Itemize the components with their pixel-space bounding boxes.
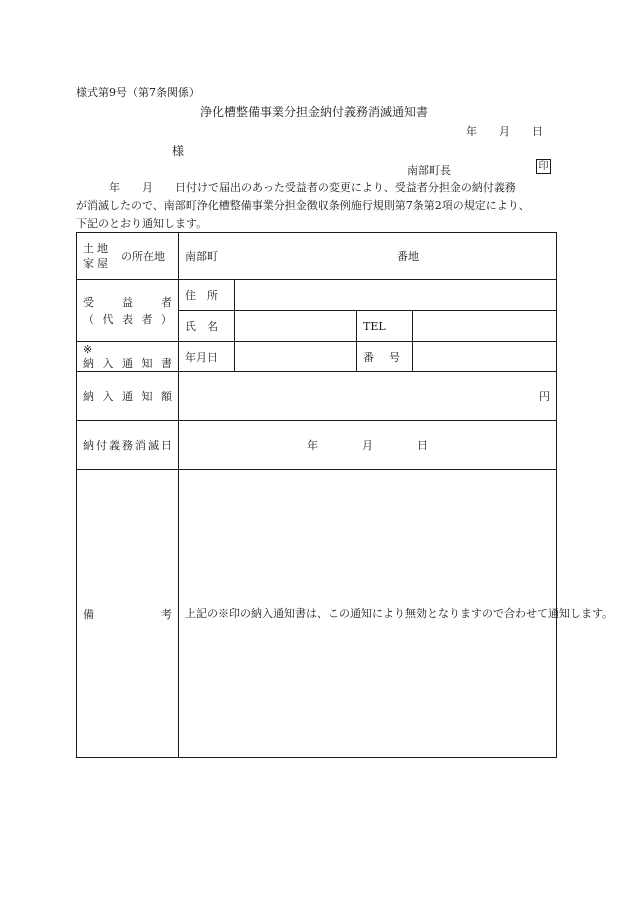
building-label: 家屋 — [83, 257, 111, 270]
location-suffix-label: の所在地 — [121, 250, 165, 263]
location-row — [77, 233, 557, 280]
remarks-value-cell[interactable] — [179, 470, 614, 758]
remarks-row — [77, 470, 557, 758]
name-label: 氏名 — [185, 320, 218, 333]
extinction-date-value-cell[interactable] — [179, 421, 557, 470]
location-label-cell — [77, 233, 179, 280]
yen-unit: 円 — [539, 390, 550, 403]
extinction-label-cell — [77, 421, 179, 470]
representative-label: （代表者） — [83, 312, 172, 326]
beneficiary-label: 受益者 — [83, 295, 172, 309]
location-value-cell[interactable] — [179, 233, 557, 280]
notice-number-label: 番号 — [363, 350, 400, 364]
remarks-label: 備考 — [83, 607, 172, 621]
notice-mark: ※ — [83, 342, 93, 356]
tel-value-cell[interactable] — [413, 311, 557, 342]
notice-body-line-2: が消滅したので、南部町浄化槽整備事業分担金徴収条例施行規則第7条第2項の規定により、 — [76, 199, 530, 212]
town-name: 南部町 — [185, 250, 218, 263]
notice-date-label-cell — [179, 342, 235, 372]
extinction-date-row — [77, 421, 557, 470]
form-number: 様式第9号（第7条関係） — [76, 86, 200, 99]
addressee-suffix: 様 — [172, 144, 185, 158]
issue-date: 年 月 日 — [466, 125, 543, 138]
payment-notice-label: 納入通知書 — [83, 356, 172, 370]
tel-label: TEL — [363, 319, 386, 333]
address-label-cell — [179, 280, 235, 311]
extinction-date-label: 納付義務消滅日 — [83, 439, 172, 452]
beneficiary-label-cell — [77, 280, 179, 342]
name-label-cell — [179, 311, 235, 342]
address-value-cell[interactable] — [235, 280, 557, 311]
payment-notice-label-cell — [77, 342, 179, 372]
address-label: 住所 — [185, 289, 218, 302]
payment-notice-row — [77, 342, 557, 372]
seal-mark: 印 — [536, 159, 551, 174]
tel-label-cell — [357, 311, 413, 342]
amount-label: 納入通知額 — [83, 390, 172, 403]
extinction-date-value: 年 月 日 — [307, 439, 428, 452]
notice-body-line-1: 年 月 日付けで届出のあった受益者の変更により、受益者分担金の納付義務 — [76, 181, 516, 194]
notice-date-label: 年月日 — [185, 350, 218, 364]
notice-number-value-cell[interactable] — [413, 342, 557, 372]
amount-value-cell[interactable] — [179, 372, 557, 421]
remarks-label-cell — [77, 470, 179, 758]
amount-row — [77, 372, 557, 421]
land-building-label — [83, 241, 111, 271]
notice-date-value-cell[interactable] — [235, 342, 357, 372]
notice-body — [76, 179, 556, 233]
amount-label-cell — [77, 372, 179, 421]
notice-number-label-cell — [357, 342, 413, 372]
notice-body-line-3: 下記のとおり通知します。 — [76, 217, 208, 230]
banchi-label: 番地 — [397, 250, 419, 263]
remarks-text: 上記の※印の納入通知書は、この通知により無効となりますので合わせて通知します。 — [185, 606, 614, 620]
issuer-name: 南部町長 — [407, 164, 451, 177]
land-label: 土地 — [83, 242, 111, 255]
name-value-cell[interactable] — [235, 311, 357, 342]
notice-form-table — [76, 232, 614, 758]
document-title: 浄化槽整備事業分担金納付義務消滅通知書 — [200, 105, 429, 119]
beneficiary-address-row — [77, 280, 557, 311]
